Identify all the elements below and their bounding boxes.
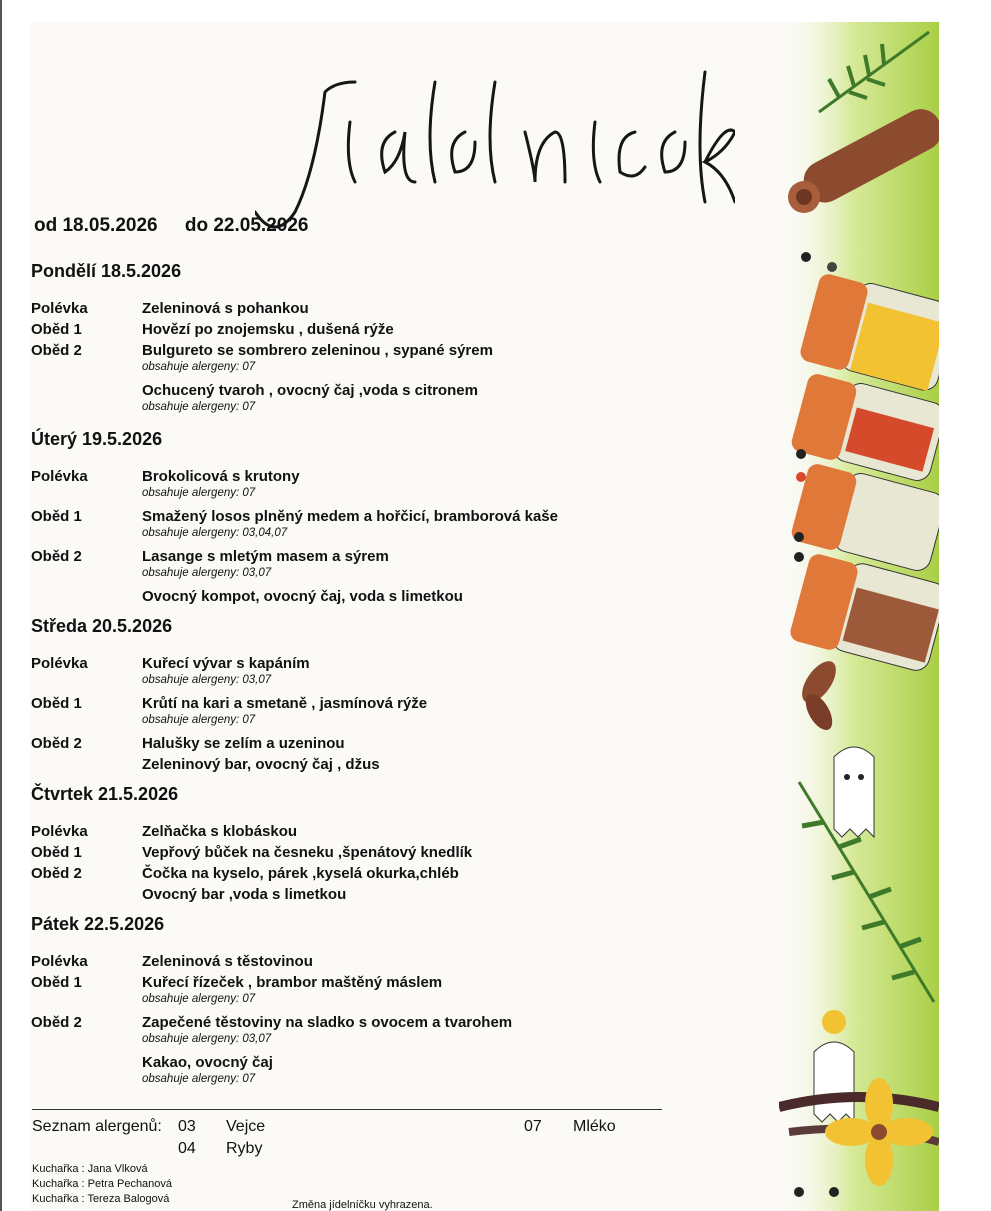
menu-row xyxy=(31,319,790,340)
menu-row xyxy=(31,340,790,380)
dish-name: Kuřecí řízeček , brambor maštěný máslem xyxy=(142,974,443,991)
left-border xyxy=(0,0,2,1211)
day-section xyxy=(31,615,790,783)
menu-row xyxy=(31,546,790,586)
dish-name: Ochucený tvaroh , ovocný čaj ,voda s citronem xyxy=(142,382,478,399)
dish-name: Zelňačka s klobáskou xyxy=(142,823,298,840)
dish-cell xyxy=(142,653,310,693)
dish-cell xyxy=(142,693,427,733)
allergen-note: obsahuje alergeny: 03,07 xyxy=(142,1033,272,1045)
dish-cell xyxy=(142,586,463,607)
dish-name: Halušky se zelím a uzeninou xyxy=(142,735,345,752)
dish-name: Zeleninová s těstovinou xyxy=(142,953,313,970)
menu-content xyxy=(30,260,790,1100)
course-label: Polévka xyxy=(31,655,88,672)
date-to: do 22.05.2026 xyxy=(184,215,309,236)
dish-cell xyxy=(142,1052,273,1092)
title-lettering xyxy=(255,52,735,242)
allergen-note: obsahuje alergeny: 03,07 xyxy=(142,674,272,686)
dish-name: Zeleninová s pohankou xyxy=(142,300,309,317)
cook-entry: Kuchařka : Petra Pechanová xyxy=(32,1178,173,1190)
menu-row xyxy=(31,842,790,863)
day-spacer xyxy=(31,905,790,913)
course-label: Oběd 2 xyxy=(31,865,82,882)
dish-cell xyxy=(142,842,472,863)
day-title: Pondělí 18.5.2026 xyxy=(31,261,182,281)
dish-cell xyxy=(142,546,389,586)
allergen-note: obsahuje alergeny: 07 xyxy=(142,1073,256,1085)
dish-name: Kakao, ovocný čaj xyxy=(142,1054,273,1071)
dish-name: Ovocný kompot, ovocný čaj, voda s limetkou xyxy=(142,588,463,605)
cook-list xyxy=(32,1162,172,1207)
menu-row xyxy=(31,466,790,506)
course-label: Oběd 2 xyxy=(31,548,82,565)
course-label: Oběd 1 xyxy=(31,508,82,525)
allergen-code: 07 xyxy=(524,1118,542,1135)
course-label: Polévka xyxy=(31,823,88,840)
dish-cell xyxy=(142,466,300,506)
menu-row xyxy=(31,506,790,546)
menu-row xyxy=(31,863,790,884)
course-label: Oběd 1 xyxy=(31,844,82,861)
dish-name: Lasange s mletým masem a sýrem xyxy=(142,548,389,565)
cook-entry: Kuchařka : Jana Vlková xyxy=(32,1163,148,1175)
dish-name: Bulgureto se sombrero zeleninou , sypané sýrem xyxy=(142,342,493,359)
dish-name: Hovězí po znojemsku , dušená rýže xyxy=(142,321,394,338)
dish-cell xyxy=(142,884,346,905)
course-label: Oběd 2 xyxy=(31,342,82,359)
day-title: Středa 20.5.2026 xyxy=(31,616,173,636)
dish-cell xyxy=(142,821,297,842)
menu-row xyxy=(31,298,790,319)
dish-cell xyxy=(142,951,313,972)
course-label: Polévka xyxy=(31,300,88,317)
dish-name: Smažený losos plněný medem a hořčicí, bramborová kaše xyxy=(142,508,558,525)
course-label: Oběd 1 xyxy=(31,321,82,338)
dish-cell xyxy=(142,863,459,884)
menu-row xyxy=(31,972,790,1012)
allergen-note: obsahuje alergeny: 03,07 xyxy=(142,567,272,579)
menu-row xyxy=(31,884,790,905)
course-label: Polévka xyxy=(31,953,88,970)
dish-name: Ovocný bar ,voda s limetkou xyxy=(142,886,347,903)
day-section xyxy=(31,260,790,428)
dish-name: Brokolicová s krutony xyxy=(142,468,300,485)
spice-illustration xyxy=(779,22,939,1211)
menu-row xyxy=(31,754,790,775)
course-label: Oběd 2 xyxy=(31,1014,82,1031)
menu-row xyxy=(31,1052,790,1092)
course-label: Oběd 1 xyxy=(31,974,82,991)
dish-name: Zeleninový bar, ovocný čaj , džus xyxy=(142,756,380,773)
cook-entry: Kuchařka : Tereza Balogová xyxy=(32,1193,170,1205)
day-title: Pátek 22.5.2026 xyxy=(31,914,165,934)
dish-cell xyxy=(142,733,345,754)
handwritten-title xyxy=(255,52,735,242)
menu-row xyxy=(31,733,790,754)
menu-row xyxy=(31,380,790,420)
allergen-note: obsahuje alergeny: 03,04,07 xyxy=(142,527,288,539)
allergen-note: obsahuje alergeny: 07 xyxy=(142,487,256,499)
dish-cell xyxy=(142,1012,512,1052)
allergen-list-label: Seznam alergenů: xyxy=(32,1118,162,1135)
date-range xyxy=(34,215,330,237)
allergen-note: obsahuje alergeny: 07 xyxy=(142,714,256,726)
allergen-name: Mléko xyxy=(573,1118,616,1135)
day-title: Čtvrtek 21.5.2026 xyxy=(31,784,179,804)
course-label: Oběd 2 xyxy=(31,735,82,752)
menu-row xyxy=(31,653,790,693)
dish-name: Zapečené těstoviny na sladko s ovocem a tvarohem xyxy=(142,1014,513,1031)
day-section xyxy=(31,913,790,1100)
dish-name: Vepřový bůček na česneku ,špenátový knedlík xyxy=(142,844,473,861)
allergen-code: 04 xyxy=(178,1140,196,1157)
allergen-note: obsahuje alergeny: 07 xyxy=(142,401,256,413)
allergen-note: obsahuje alergeny: 07 xyxy=(142,993,256,1005)
dish-name: Čočka na kyselo, párek ,kyselá okurka,chléb xyxy=(142,865,459,882)
course-label: Oběd 1 xyxy=(31,695,82,712)
dish-cell xyxy=(142,298,309,319)
menu-row xyxy=(31,1012,790,1052)
dish-cell xyxy=(142,380,478,420)
day-spacer xyxy=(31,775,790,783)
dish-name: Kuřecí vývar s kapáním xyxy=(142,655,310,672)
course-label: Polévka xyxy=(31,468,88,485)
dish-name: Krůtí na kari a smetaně , jasmínová rýže xyxy=(142,695,428,712)
allergen-code: 03 xyxy=(178,1118,196,1135)
day-title: Úterý 19.5.2026 xyxy=(31,429,163,449)
day-spacer xyxy=(31,420,790,428)
date-from: od 18.05.2026 xyxy=(34,215,158,236)
menu-row xyxy=(31,951,790,972)
dish-cell xyxy=(142,972,442,1012)
dish-cell xyxy=(142,319,394,340)
change-note: Změna jídelníčku vyhrazena. xyxy=(292,1199,433,1211)
day-spacer xyxy=(31,607,790,615)
dish-cell xyxy=(142,754,380,775)
menu-row xyxy=(31,586,790,607)
day-spacer xyxy=(31,1092,790,1100)
allergen-name: Ryby xyxy=(226,1140,263,1157)
menu-row xyxy=(31,693,790,733)
dish-cell xyxy=(142,506,558,546)
allergen-note: obsahuje alergeny: 07 xyxy=(142,361,256,373)
allergen-name: Vejce xyxy=(226,1118,266,1135)
menu-row xyxy=(31,821,790,842)
dish-cell xyxy=(142,340,493,380)
day-section xyxy=(31,783,790,913)
menu-sheet xyxy=(30,22,939,1211)
divider xyxy=(32,1109,662,1110)
day-section xyxy=(31,428,790,615)
